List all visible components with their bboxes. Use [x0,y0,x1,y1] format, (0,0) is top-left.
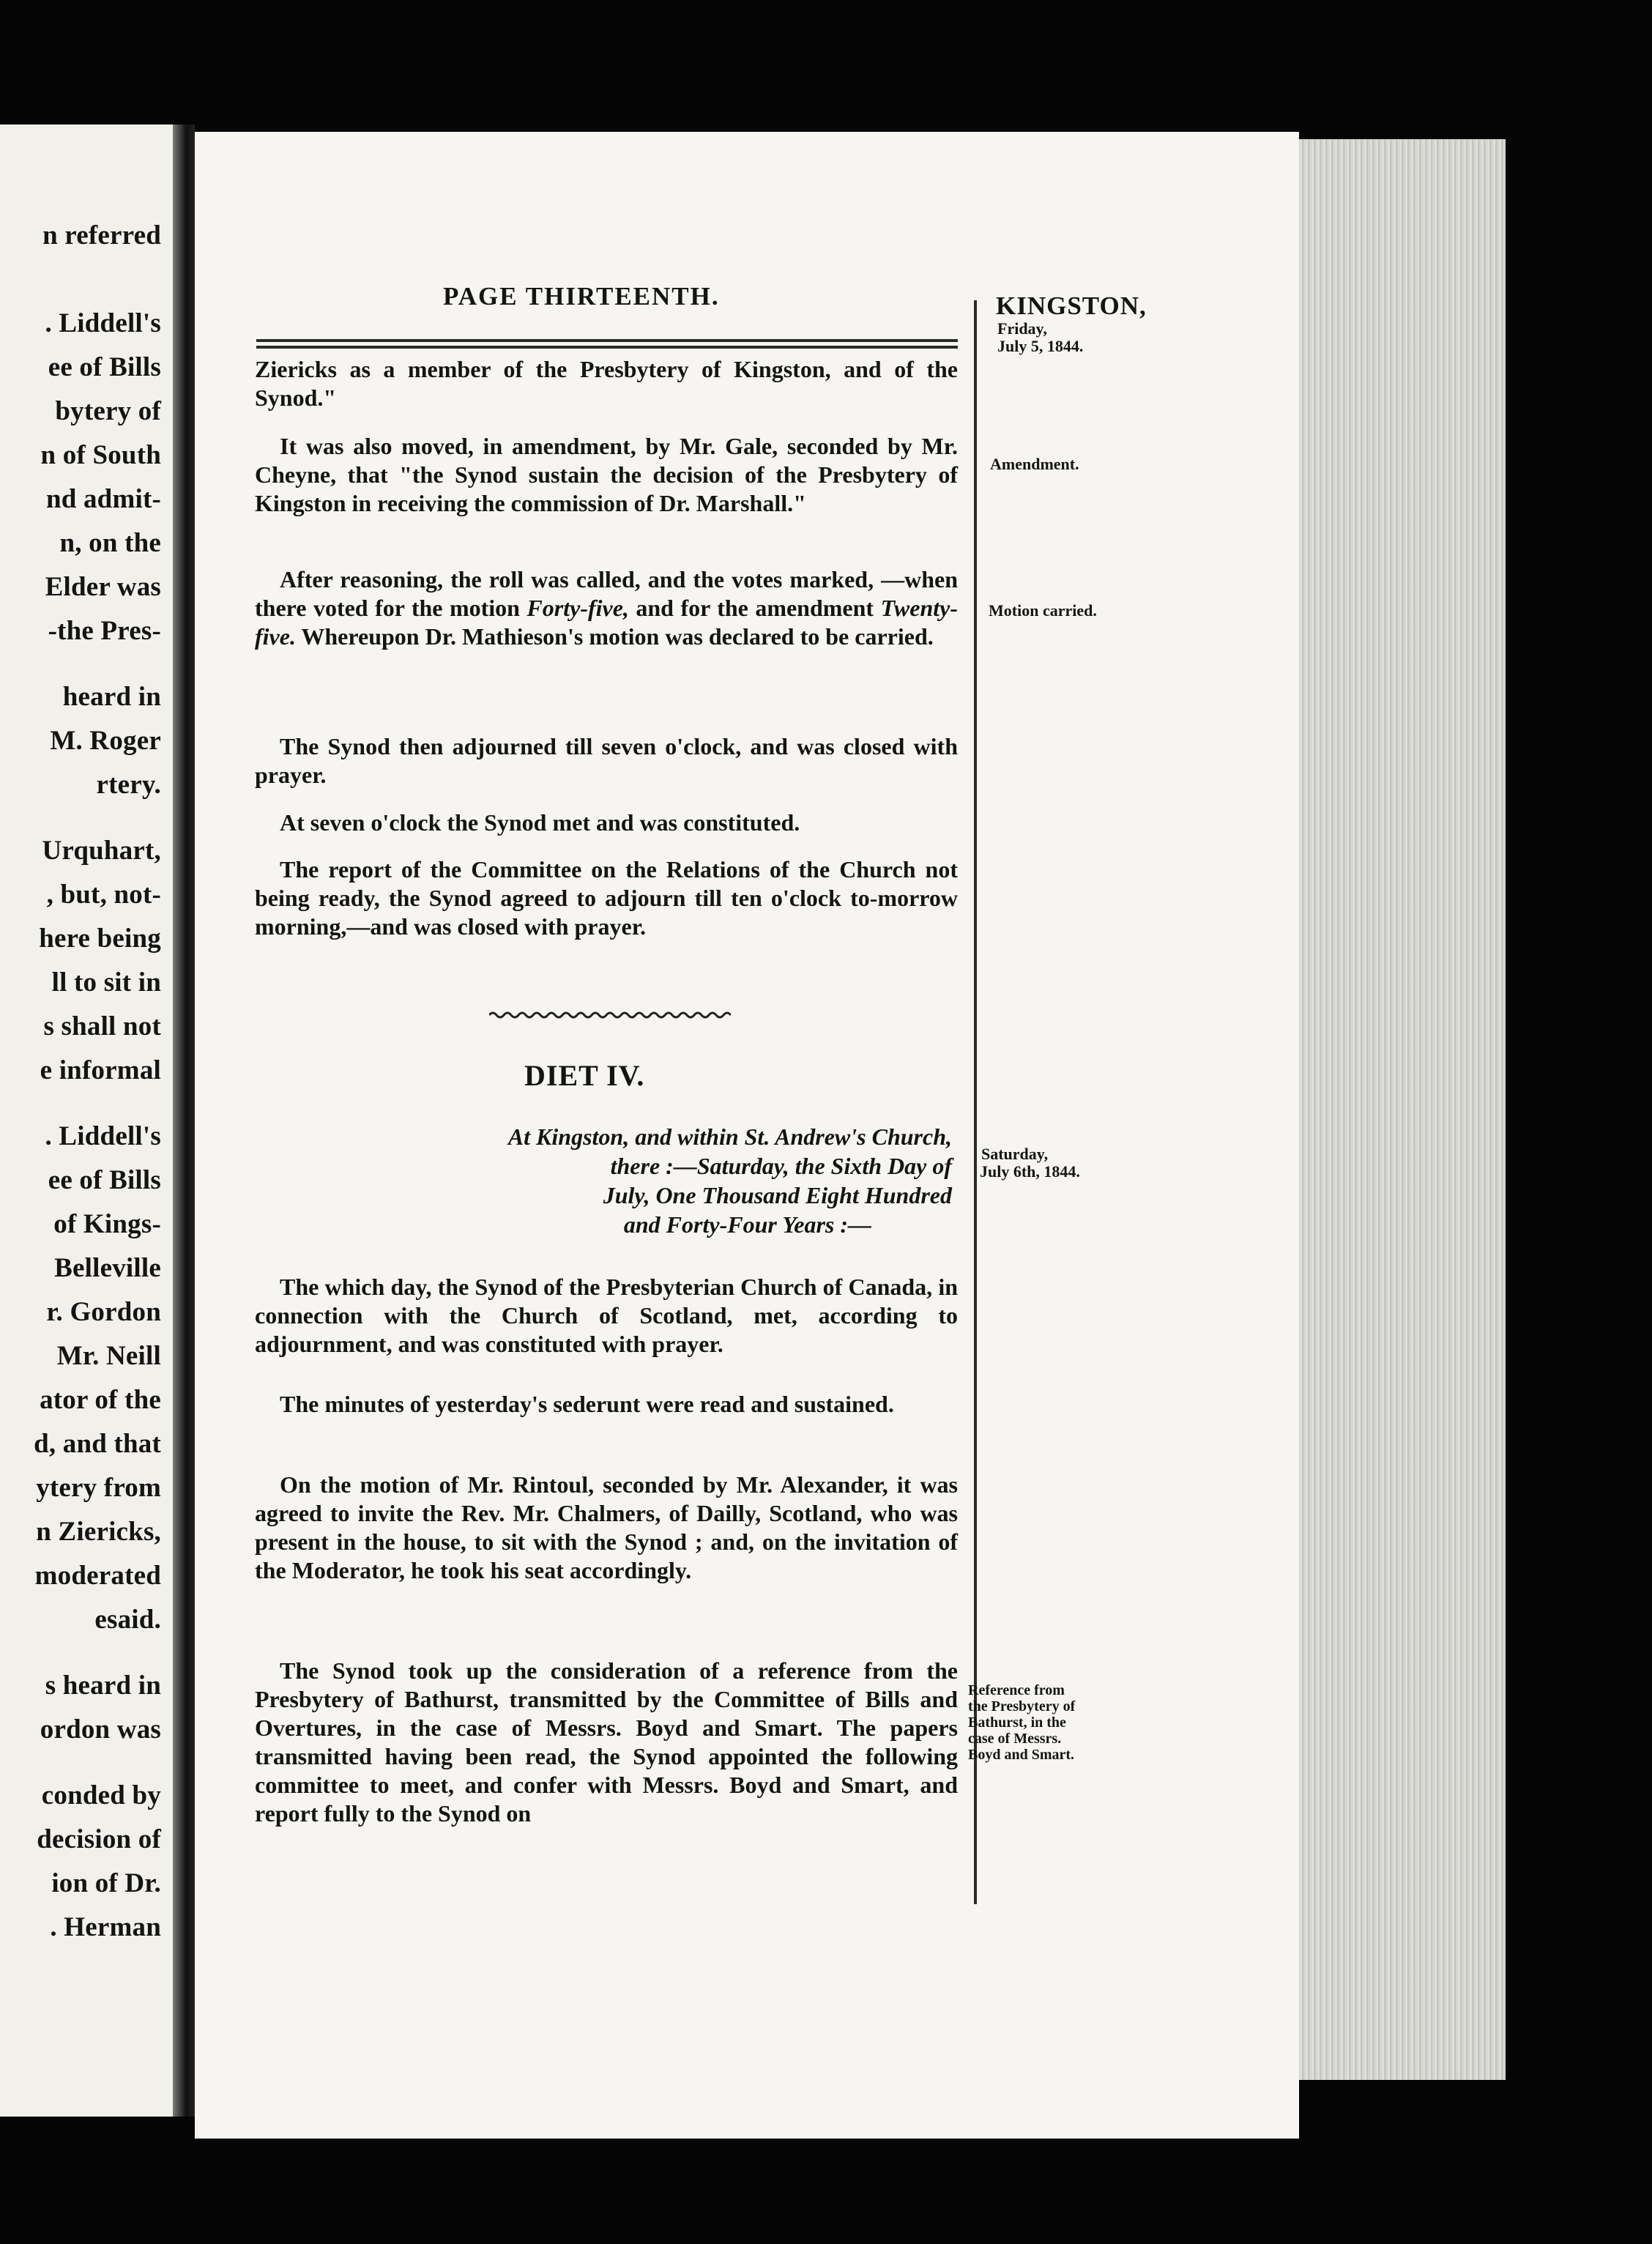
side-head-kingston: KINGSTON, [996,291,1147,320]
left-page-line: n Ziericks, [36,1517,161,1547]
paragraph-reference: The Synod took up the consideration of a reference from the Presbytery of Bathurst, transmitted by the Committee of Bills and Overtures, in the case of Messrs. Boyd and Smart. The papers transmitted having been read, the Synod appointed the following committee to meet, and confer with Messrs. Boyd and Smart, and report fully to the Synod on [255,1657,958,1827]
left-page-line: s heard in [45,1671,161,1701]
left-page-line: ion of Dr. [51,1868,161,1898]
paragraph-minutes: The minutes of yesterday's sederunt were read and sustained. [280,1391,894,1417]
left-page-line: r. Gordon [46,1297,161,1327]
vote-text-c: Whereupon Dr. Mathieson's motion was declared to be carried. [295,623,934,650]
left-page-line: d, and that [34,1429,161,1459]
margin-note-line: Bathurst, in the [968,1714,1066,1731]
vote-text-a: After reasoning, the roll was called, and the votes marked, —when there voted for the motion [255,566,958,621]
left-page-line: ee of Bills [48,352,161,382]
margin-note-line: the Presbytery of [968,1698,1076,1714]
paragraph-which-day: The which day, the Synod of the Presbyterian Church of Canada, in connection with the Church of Scotland, met, according to adjournment, and was constituted with prayer. [255,1274,958,1357]
margin-column-rule [974,300,977,1904]
side-head-date [997,320,1083,355]
left-page-fragment [0,125,173,2117]
running-head: PAGE THIRTEENTH. [443,282,720,311]
side-head-day: Friday, [997,319,1047,338]
left-page-line: . Liddell's [45,1121,161,1151]
wavy-separator [489,1009,731,1021]
place-line: there :—Saturday, the Sixth Day of [610,1153,952,1179]
vote-forty-five: Forty-five, [527,595,629,621]
left-page-line: ytery from [36,1473,161,1503]
vote-text-b: and for the amendment [628,595,881,621]
left-page-line: ordon was [40,1714,161,1745]
left-page-line: ee of Bills [48,1165,161,1195]
left-page-line: of Kings- [53,1209,161,1239]
margin-note-line: July 6th, 1844. [980,1162,1080,1181]
double-rule-bottom [256,346,958,349]
left-page-line: n of South [40,440,161,470]
double-rule-top [256,339,958,342]
place-line: and Forty-Four Years :— [623,1211,871,1238]
side-head-july: July 5, 1844. [997,337,1084,355]
left-page-line: decision of [37,1824,161,1854]
place-line: July, One Thousand Eight Hundred [603,1182,952,1208]
left-page-line: moderated [34,1561,161,1591]
left-page-line: n referred [42,220,161,250]
margin-note-reference [968,1682,1075,1763]
left-page-line: conded by [41,1780,161,1810]
left-page-line: Belleville [54,1253,161,1283]
margin-note-line: Saturday, [981,1145,1049,1163]
left-page-line: Urquhart, [42,836,161,866]
margin-note-motion-carried: Motion carried. [989,601,1097,620]
paragraph-rintoul: On the motion of Mr. Rintoul, seconded by Mr. Alexander, it was agreed to invite the Rev. Mr. Chalmers, of Dailly, Scotland, who was present in the house, to sit with the Synod ; and, on the invitation of the Moderator, he took his seat accordingly. [255,1471,958,1583]
left-page-line: . Herman [50,1912,161,1942]
diet-heading: DIET IV. [524,1059,645,1092]
left-page-line: n, on the [59,528,161,558]
paragraph-amendment: It was also moved, in amendment, by Mr. Gale, seconded by Mr. Cheyne, that "the Synod sustain the decision of the Presbytery of Kingston in receiving the commission of Dr. Marshall." [255,433,958,516]
paragraph-report: The report of the Committee on the Relations of the Church not being ready, the Synod agreed to adjourn till ten o'clock to-morrow morning,—and was closed with prayer. [255,856,958,940]
paragraph-adjourned: The Synod then adjourned till seven o'clock, and was closed with prayer. [255,733,958,788]
left-page-line: bytery of [55,396,161,426]
left-page-line: . Liddell's [45,308,161,338]
left-page-line: nd admit- [45,484,161,514]
left-page-line: rtery. [96,770,161,800]
vote-twenty-five: Twenty-five. [255,595,959,650]
left-page-line: ator of the [40,1385,161,1415]
left-page-line: -the Pres- [48,616,161,646]
left-page-line: M. Roger [50,726,161,756]
margin-note-line: Boyd and Smart. [968,1747,1075,1763]
book-gutter [173,125,195,2117]
left-page-line: , but, not- [46,880,161,910]
diet-place-block [410,1122,952,1239]
left-page-line: Elder was [45,572,161,602]
margin-note-saturday [980,1145,1080,1181]
paragraph-ziericks: Ziericks as a member of the Presbytery of Kingston, and of the Synod." [255,356,958,411]
margin-note-line: Reference from [968,1682,1065,1698]
left-page-line: s shall not [43,1011,161,1041]
left-page-line: Mr. Neill [56,1341,161,1371]
left-page-line: ll to sit in [51,967,161,997]
paragraph-vote [255,565,958,651]
left-page-line: e informal [40,1055,161,1085]
left-page-line: here being [39,924,161,954]
place-line: At Kingston, and within St. Andrew's Church, [507,1123,952,1150]
margin-note-line: case of Messrs. [968,1731,1062,1747]
paragraph-seven-oclock: At seven o'clock the Synod met and was constituted. [280,809,800,836]
page-edges [1299,139,1506,2080]
margin-note-amendment: Amendment. [990,455,1079,473]
left-page-line: heard in [62,682,161,712]
left-page-line: esaid. [94,1605,161,1635]
